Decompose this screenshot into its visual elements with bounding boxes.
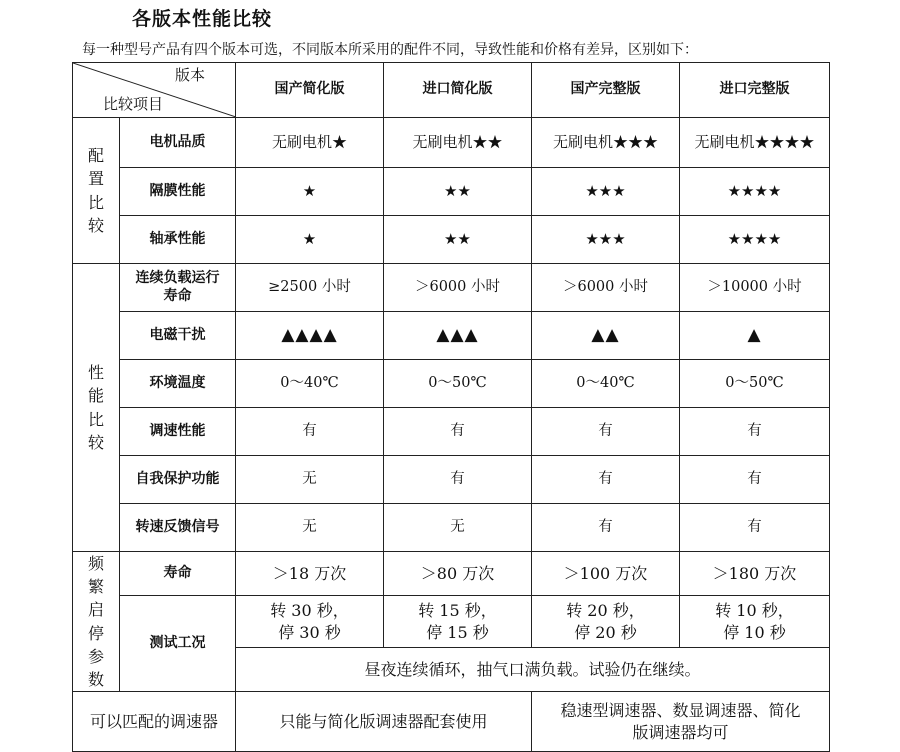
cell: 无刷电机★★★ [532,118,680,168]
cell: 有 [236,408,384,456]
row-label-controller: 可以匹配的调速器 [73,692,236,752]
cell: ＞10000 小时 [680,264,830,312]
cell: 无 [384,504,532,552]
cell: ★ [236,216,384,264]
table-row [73,552,830,596]
test-note: 昼夜连续循环，抽气口满负载。试验仍在继续。 [236,648,830,692]
cell: ＞6000 小时 [384,264,532,312]
row-label-lifetime: 连续负载运行 寿命 [120,264,236,312]
cell: 转 20 秒， 停 20 秒 [532,596,680,648]
row-label-speed: 调速性能 [120,408,236,456]
table-row [73,408,830,456]
header-version-3: 国产完整版 [532,63,680,118]
row-label-diaphragm: 隔膜性能 [120,168,236,216]
row-label-protection: 自我保护功能 [120,456,236,504]
cell: ★★★ [532,168,680,216]
diagonal-header-version: 版本 [174,66,205,84]
cell: 0～40℃ [236,360,384,408]
cell: 转 30 秒， 停 30 秒 [236,596,384,648]
cell: ★★★★ [680,216,830,264]
cell: ＞180 万次 [680,552,830,596]
table-row [73,168,830,216]
page-title: 各版本性能比较 [132,8,273,30]
diagonal-header-item: 比较项目 [103,95,164,114]
table-row [73,456,830,504]
cell: ▲▲▲▲ [236,312,384,360]
cell: ≥2500 小时 [236,264,384,312]
cell: 有 [532,456,680,504]
intro-text: 每一种型号产品有四个版本可选，不同版本所采用的配件不同，导致性能和价格有差异，区别如下： [82,42,698,58]
controller-simplified: 只能与简化版调速器配套使用 [236,692,532,752]
cell: ＞6000 小时 [532,264,680,312]
cell: ＞100 万次 [532,552,680,596]
cell: 无刷电机★ [236,118,384,168]
cell: ▲▲ [532,312,680,360]
group-start-stop: 频 繁 启 停 参 数 [73,552,120,692]
table-row [73,360,830,408]
table-row [73,216,830,264]
row-label-feedback: 转速反馈信号 [120,504,236,552]
cell: ★★ [384,168,532,216]
cell: 无刷电机★★★★ [680,118,830,168]
table-row [73,596,830,648]
header-row [73,63,830,118]
row-label-motor: 电机品质 [120,118,236,168]
cell: ★★ [384,216,532,264]
cell: 0～50℃ [680,360,830,408]
table-row [73,264,830,312]
cell: ▲ [680,312,830,360]
comparison-table [72,62,830,752]
header-version-2: 进口简化版 [384,63,532,118]
row-label-bearing: 轴承性能 [120,216,236,264]
row-label-cycle-life: 寿命 [120,552,236,596]
header-version-4: 进口完整版 [680,63,830,118]
row-label-emi: 电磁干扰 [120,312,236,360]
group-performance: 性 能 比 较 [73,264,120,552]
cell: ＞80 万次 [384,552,532,596]
cell: 有 [532,408,680,456]
cell: 0～40℃ [532,360,680,408]
table-row [73,504,830,552]
footer-row [73,692,830,752]
cell: 无刷电机★★ [384,118,532,168]
cell: ★★★★ [680,168,830,216]
row-label-test-condition: 测试工况 [120,596,236,692]
row-label-temperature: 环境温度 [120,360,236,408]
table-row [73,312,830,360]
cell: 有 [532,504,680,552]
cell: 有 [680,408,830,456]
cell: 无 [236,504,384,552]
cell: 转 10 秒， 停 10 秒 [680,596,830,648]
cell: 有 [384,408,532,456]
cell: ▲▲▲ [384,312,532,360]
group-config: 配 置 比 较 [73,118,120,264]
cell: 有 [680,504,830,552]
table-row [73,118,830,168]
controller-full: 稳速型调速器、数显调速器、简化 版调速器均可 [532,692,830,752]
header-version-1: 国产简化版 [236,63,384,118]
cell: 0～50℃ [384,360,532,408]
cell: 转 15 秒， 停 15 秒 [384,596,532,648]
cell: ★ [236,168,384,216]
cell: 有 [680,456,830,504]
cell: 有 [384,456,532,504]
cell: ★★★ [532,216,680,264]
cell: 无 [236,456,384,504]
diagonal-header-cell [73,63,236,118]
cell: ＞18 万次 [236,552,384,596]
